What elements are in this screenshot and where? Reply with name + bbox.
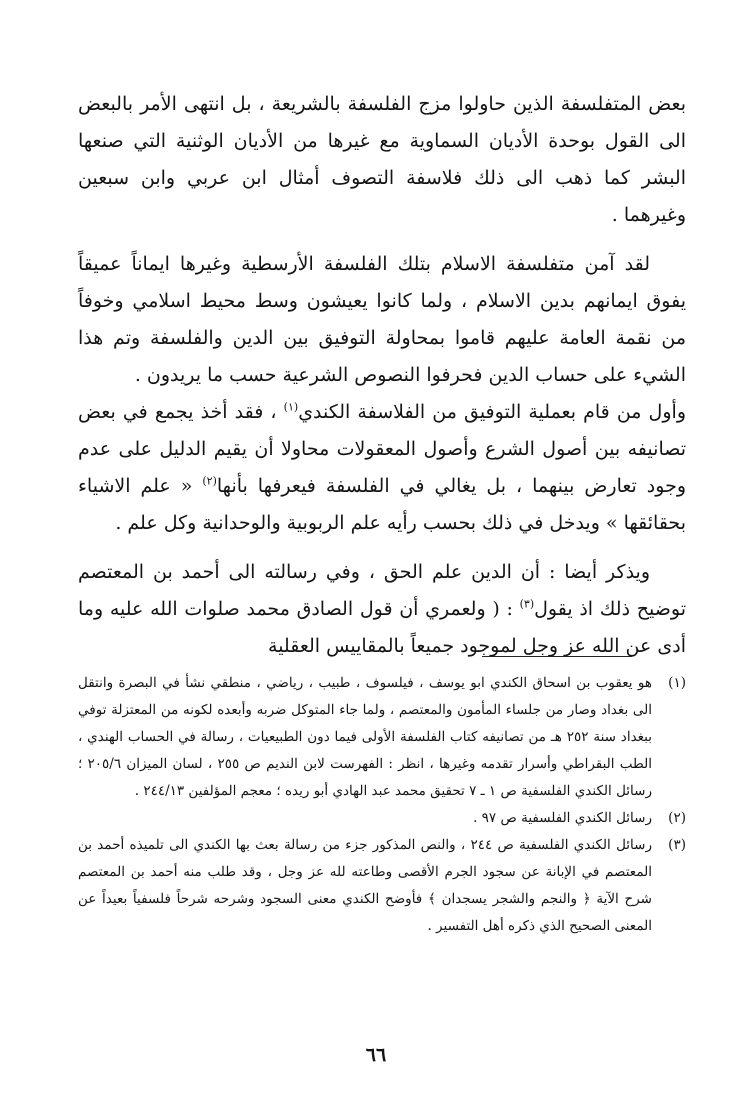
footnote-ref-2[interactable]: (٢) (202, 474, 217, 488)
footnote-ref-3[interactable]: (٣) (519, 597, 535, 611)
page-number: ٦٦ (365, 1044, 387, 1066)
footnote-1-text: هو يعقوب بن اسحاق الكندي ابو يوسف ، فيلسوف ، طبيب ، رياضي ، منطقي نشأ في البصرة وانتقل الى بغداد وصار من جلساء المأمون والمعتصم ، ولما جاء المتوكل ضربه وأبعده لكونه من المعتزلة توفي ببغداد سنة ٢٥٢ هـ من تصانيفه كتاب الفلسفة الأولى فيما دون الطبيعيات ، رسالة في الحساب الهندي ، الطب البقراطي وأسرار تقدمه وغيرها ، انظر : الفهرست لابن النديم ص ٢٥٥ ، لسان الميزان ٢٠٥/٦ ؛ رسائل الكندي الفلسفية ص ١ ـ ٧ تحقيق محمد عبد الهادي أبو ريده ؛ معجم المؤلفين ٢٤٤/١٣ . (78, 675, 653, 799)
footnote-ref-1[interactable]: (١) (283, 400, 299, 414)
paragraph-4-text-a: ويذكر أيضا : أن الدين علم الحق ، وفي رسالته الى أحمد بن المعتصم توضيح ذلك اذ يقول (78, 561, 686, 620)
footnotes (78, 670, 686, 940)
footnote-3-text: رسائل الكندي الفلسفية ص ٢٤٤ ، والنص المذكور جزء من رسالة بعث بها الكندي الى تلميذه أحمد بن المعتصم في الإبانة عن سجود الجرم الأقصى وطاعته لله عز وجل ، وقد طلب منه أحمد بن المعتصم شرح الآية ﴿ والنجم والشجر يسجدان ﴾ فأوضح الكندي معنى السجود وشرحه شرحاً فلسفياً بعيداً عن المعنى الصحيح الذي ذكره أهل التفسير . (78, 837, 652, 934)
footnote-2-text: رسائل الكندي الفلسفية ص ٩٧ . (473, 810, 652, 826)
footnote-divider (482, 656, 632, 657)
paragraph-3 (78, 394, 686, 542)
footnote-1-number: (١) (668, 675, 686, 691)
paragraph-4 (78, 554, 686, 665)
paragraph-3-text-a: وأول من قام بعملية التوفيق من الفلاسفة الكندي (298, 401, 686, 423)
footnote-2-number: (٢) (668, 810, 686, 826)
footnote-1 (78, 670, 686, 805)
paragraph-1-text: بعض المتفلسفة الذين حاولوا مزج الفلسفة بالشريعة ، بل انتهى الأمر بالبعض الى القول بوحدة الأديان السماوية مع غيرها من الأديان الوثنية التي صنعها البشر كما ذهب الى ذلك فلاسفة التصوف أمثال ابن عربي وابن سبعين وغيرهما . (78, 93, 686, 226)
paragraph-2-text: لقد آمن متفلسفة الاسلام بتلك الفلسفة الأرسطية وغيرها ايماناً عميقاً يفوق ايمانهم بدين الاسلام ، ولما كانوا يعيشون وسط محيط اسلامي وخوفاً من نقمة العامة عليهم قاموا بمحاولة التوفيق بين الدين والفلسفة وتم هذا الشيء على حساب الدين فحرفوا النصوص الشرعية حسب ما يريدون . (78, 253, 686, 386)
main-text (78, 86, 686, 665)
paragraph-3-text-b: ، فقد أخذ يجمع في بعض تصانيفه بين أصول الشرع وأصول المعقولات محاولا أن يقيم الدليل على عدم وجود تعارض بينهما ، بل يغالي في الفلسفة فيعرفها بأنها (78, 401, 686, 497)
footnote-2 (78, 805, 686, 832)
footnote-3-number: (٣) (668, 837, 686, 853)
paragraph-3-text-c: « علم الاشياء بحقائقها » ويدخل في ذلك بحسب رأيه علم الربوبية والوحدانية وكل علم . (78, 475, 686, 534)
paragraph-2 (78, 246, 686, 394)
paragraph-1 (78, 86, 686, 234)
paragraph-4-text-b: : ( ولعمري أن قول الصادق محمد صلوات الله عليه وما أدى عن الله عز وجل لموجود جميعاً بالمقاييس العقلية (78, 598, 686, 657)
footnote-3 (78, 832, 686, 940)
